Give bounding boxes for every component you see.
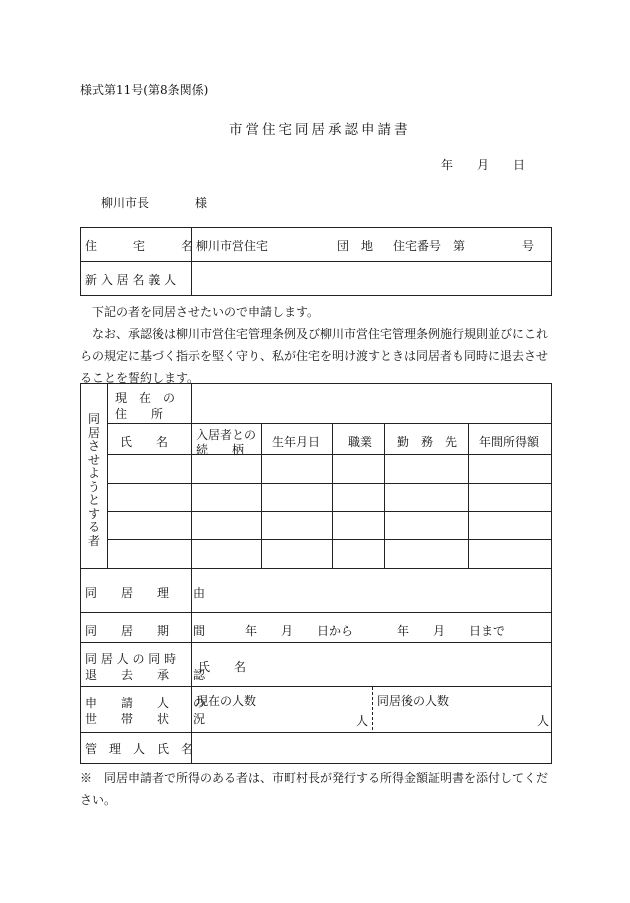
column-work: 勤 務 先 xyxy=(397,435,458,449)
addressee-honorific: 様 xyxy=(195,196,208,210)
current-address-label-2: 住 所 xyxy=(115,407,164,421)
withdraw-label-2: 退 去 承 認 xyxy=(85,668,206,682)
column-job: 職業 xyxy=(348,435,373,449)
after-count-label: 同居後の人数 xyxy=(377,694,450,708)
date-line: 年 月 日 xyxy=(441,158,526,172)
current-address-label-1: 現 在 の xyxy=(115,391,176,405)
statement-line-1: 下記の者を同居させたいので申請します。 xyxy=(92,305,320,319)
main-table-border xyxy=(81,384,552,764)
column-birth: 生年月日 xyxy=(272,435,321,449)
column-relation-1: 入居者との xyxy=(196,428,257,442)
column-relation-2: 続 柄 xyxy=(196,443,245,457)
go-label: 号 xyxy=(522,239,535,253)
page-title: 市営住宅同居承認申請書 xyxy=(229,122,411,138)
withdraw-label-1: 同 居 人 の 同 時 xyxy=(85,652,177,666)
column-name: 氏 名 xyxy=(120,435,169,449)
period-from: 年 月 日から xyxy=(245,624,354,638)
house-number-label: 住宅番号 第 xyxy=(393,239,466,253)
current-count-unit: 人 xyxy=(356,714,369,728)
column-income: 年間所得額 xyxy=(479,435,540,449)
household-label-1: 申 請 人 の xyxy=(85,696,206,710)
cohabitant-vertical-label: 同 居 さ せ よ う と す る 者 xyxy=(87,412,100,548)
address-value: 柳川市営住宅 xyxy=(196,239,269,253)
form-number: 様式第11号(第8条関係) xyxy=(80,83,209,97)
household-label-2: 世 帯 状 況 xyxy=(85,712,206,726)
withdraw-name-label: 氏 名 xyxy=(198,660,247,674)
addressee-name: 柳川市長 xyxy=(101,196,150,210)
current-count-label: 現在の人数 xyxy=(196,694,257,708)
period-to: 年 月 日まで xyxy=(397,624,506,638)
reason-label: 同 居 理 由 xyxy=(85,586,206,600)
address-label: 住 宅 名 xyxy=(85,239,194,253)
danchi-label: 団 地 xyxy=(337,239,374,253)
tenant-label: 新 入 居 名 義 人 xyxy=(85,273,177,287)
period-label: 同 居 期 間 xyxy=(85,624,206,638)
after-count-unit: 人 xyxy=(537,714,550,728)
manager-label: 管 理 人 氏 名 xyxy=(85,742,194,756)
footnote-text: ※ 同居申請者で所得のある者は、市町村長が発行する所得金額証明書を添付してください。 xyxy=(80,771,549,807)
statement-line-2: なお、承認後は柳川市営住宅管理条例及び柳川市営住宅管理条例施行規則並びにこれらの規定に基づく指示を堅く守り、私が住宅を明け渡すときは同居者も同時に退去させることを誓約します。 xyxy=(80,327,549,385)
